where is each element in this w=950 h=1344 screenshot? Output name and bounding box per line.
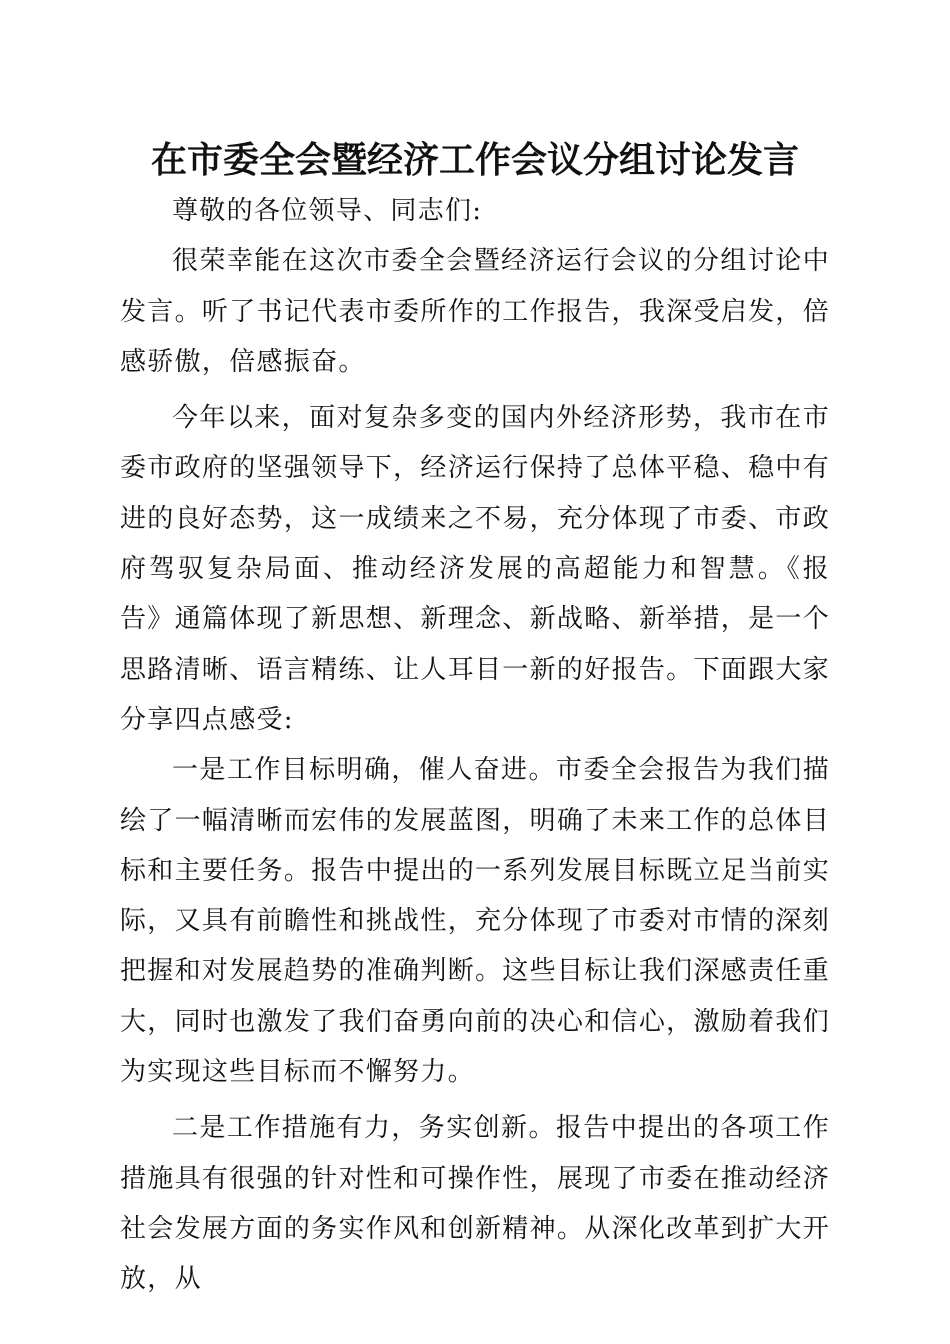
paragraph-point-two: 二是工作措施有力，务实创新。报告中提出的各项工作措施具有很强的针对性和可操作性，展现了市委在推动经济社会发展方面的务实作风和创新精神。从深化改革到扩大开放，从 — [120, 1113, 830, 1295]
paragraph-intro: 很荣幸能在这次市委全会暨经济运行会议的分组讨论中发言。听了书记代表市委所作的工作报告，我深受启发，倍感骄傲，倍感振奋。 — [120, 246, 830, 377]
document-body — [120, 186, 830, 1305]
document-title: 在市委全会暨经济工作会议分组讨论发言 — [150, 139, 799, 181]
paragraph-point-one: 一是工作目标明确，催人奋进。市委全会报告为我们描绘了一幅清晰而宏伟的发展蓝图，明确了未来工作的总体目标和主要任务。报告中提出的一系列发展目标既立足当前实际，又具有前瞻性和挑战性，充分体现了市委对市情的深刻把握和对发展趋势的准确判断。这些目标让我们深感责任重大，同时也激发了我们奋勇向前的决心和信心，激励着我们为实现这些目标而不懈努力。 — [120, 755, 830, 1088]
salutation: 尊敬的各位领导、同志们: — [172, 196, 483, 226]
paragraph-situation: 今年以来，面对复杂多变的国内外经济形势，我市在市委市政府的坚强领导下，经济运行保持了总体平稳、稳中有进的良好态势，这一成绩来之不易，充分体现了市委、市政府驾驭复杂局面、推动经济发展的高超能力和智慧。《报告》通篇体现了新思想、新理念、新战略、新举措，是一个思路清晰、语言精练、让人耳目一新的好报告。下面跟大家分享四点感受: — [120, 403, 830, 735]
